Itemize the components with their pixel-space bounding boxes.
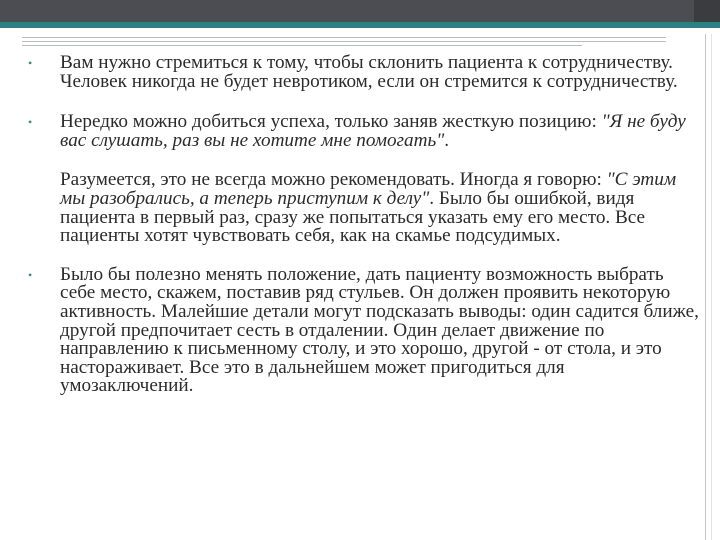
- decor-rule-3: [22, 45, 582, 46]
- slide-body: [28, 54, 702, 396]
- decor-vertical-rule-1: [705, 34, 706, 540]
- paragraph-3-quote: "С этим мы разобрались, а теперь приступим к делу": [60, 169, 677, 209]
- paragraph-3: [28, 171, 702, 245]
- decor-rule-2: [22, 41, 666, 42]
- paragraph-3-text: Разумеется, это не всегда можно рекомендовать. Иногда я говорю:: [60, 169, 607, 191]
- paragraph-1: [28, 54, 702, 91]
- paragraph-3-after: . Было бы ошибкой, видя пациента в первый раз, сразу же попытаться указать ему его место. Все пациенты хотят чувствовать себя, как на скамье подсудимых.: [60, 187, 646, 247]
- paragraph-4: [28, 263, 702, 397]
- paragraph-2: [28, 113, 702, 150]
- bullet-icon: •: [28, 115, 33, 130]
- paragraph-4-text: Было бы полезно менять положение, дать пациенту возможность выбрать себе место, скажем, поставив ряд стульев. Он должен проявить некоторую активность. Малейшие детали могут подсказать выводы: один садится ближе, другой предпочитает сесть в отдалении. Один делает движение по направлению к письменному столу, и это хорошо, другой - от стола, и это настораживает. Все это в дальнейшем может пригодиться для умозаключений.: [60, 263, 699, 397]
- top-header-band: [0, 0, 720, 22]
- paragraph-2-after: .: [444, 129, 450, 151]
- paragraph-2-text: Нередко можно добиться успеха, только заняв жесткую позицию:: [60, 111, 602, 133]
- decor-rule-1: [22, 37, 666, 38]
- top-header-band-corner: [694, 0, 720, 22]
- bullet-icon: •: [28, 56, 33, 70]
- bullet-icon: •: [28, 267, 33, 282]
- decor-vertical-rule-2: [711, 34, 712, 540]
- paragraph-1-text: Вам нужно стремиться к тому, чтобы склонить пациента к сотрудничеству. Человек никогда не будет невротиком, если он стремится к сотрудничеству.: [60, 52, 678, 92]
- paragraph-2-quote: "Я не буду вас слушать, раз вы не хотите мне помогать": [60, 111, 686, 151]
- accent-line: [0, 22, 720, 28]
